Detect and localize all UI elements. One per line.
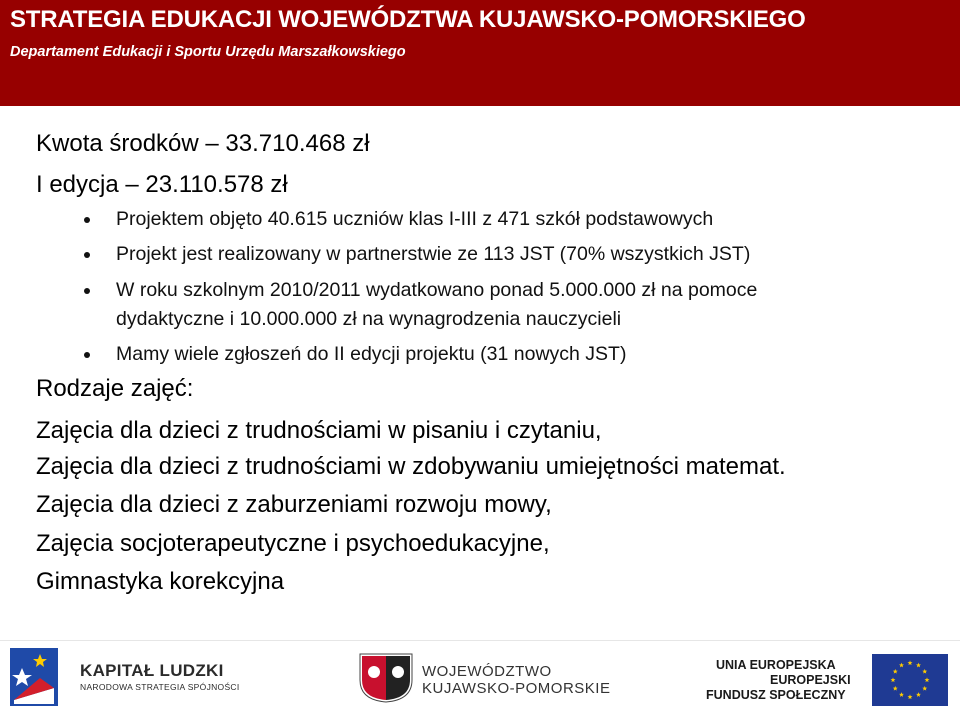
eu-text-line1: UNIA EUROPEJSKA — [716, 658, 836, 672]
type-item: Zajęcia dla dzieci z trudnościami w zdobywaniu umiejętności matemat. — [36, 453, 786, 480]
page-subtitle: Departament Edukacji i Sportu Urzędu Marszałkowskiego — [10, 44, 406, 60]
bullet-dot — [84, 288, 90, 294]
funds-amount: Kwota środków – 33.710.468 zł — [36, 130, 370, 157]
bullet-dot — [84, 252, 90, 258]
header-bar — [0, 0, 960, 106]
bullet-item: Projektem objęto 40.615 uczniów klas I-III z 471 szkół podstawowych — [116, 208, 714, 230]
type-item: Gimnastyka korekcyjna — [36, 568, 285, 595]
page-title: STRATEGIA EDUKACJI WOJEWÓDZTWA KUJAWSKO-POMORSKIEGO — [10, 6, 806, 33]
region-name-line2: KUJAWSKO-POMORSKIE — [422, 680, 611, 697]
bullet-dot — [84, 217, 90, 223]
bullet-item: Mamy wiele zgłoszeń do II edycji projektu (31 nowych JST) — [116, 343, 627, 365]
region-crest-icon — [358, 652, 414, 704]
types-heading: Rodzaje zajęć: — [36, 375, 194, 402]
edition-amount: I edycja – 23.110.578 zł — [36, 171, 288, 198]
kapital-ludzki-logo-icon — [10, 648, 58, 706]
bullet-dot — [84, 352, 90, 358]
eu-text-line2: EUROPEJSKI — [770, 673, 851, 687]
type-item: Zajęcia socjoterapeutyczne i psychoedukacyjne, — [36, 530, 550, 557]
type-item: Zajęcia dla dzieci z trudnościami w pisaniu i czytaniu, — [36, 417, 602, 444]
kapital-ludzki-title: KAPITAŁ LUDZKI — [80, 661, 224, 680]
kapital-ludzki-subtitle: NARODOWA STRATEGIA SPÓJNOŚCI — [80, 682, 240, 692]
bullet-item-continued: dydaktyczne i 10.000.000 zł na wynagrodzenia nauczycieli — [116, 308, 622, 330]
region-name-line1: WOJEWÓDZTWO — [422, 663, 552, 680]
eu-flag-icon — [872, 654, 948, 706]
eu-text-line3: FUNDUSZ SPOŁECZNY — [706, 688, 846, 702]
footer-divider — [0, 640, 960, 641]
type-item: Zajęcia dla dzieci z zaburzeniami rozwoju mowy, — [36, 491, 552, 518]
bullet-item: Projekt jest realizowany w partnerstwie ze 113 JST (70% wszystkich JST) — [116, 243, 751, 265]
bullet-item: W roku szkolnym 2010/2011 wydatkowano ponad 5.000.000 zł na pomoce — [116, 279, 758, 301]
